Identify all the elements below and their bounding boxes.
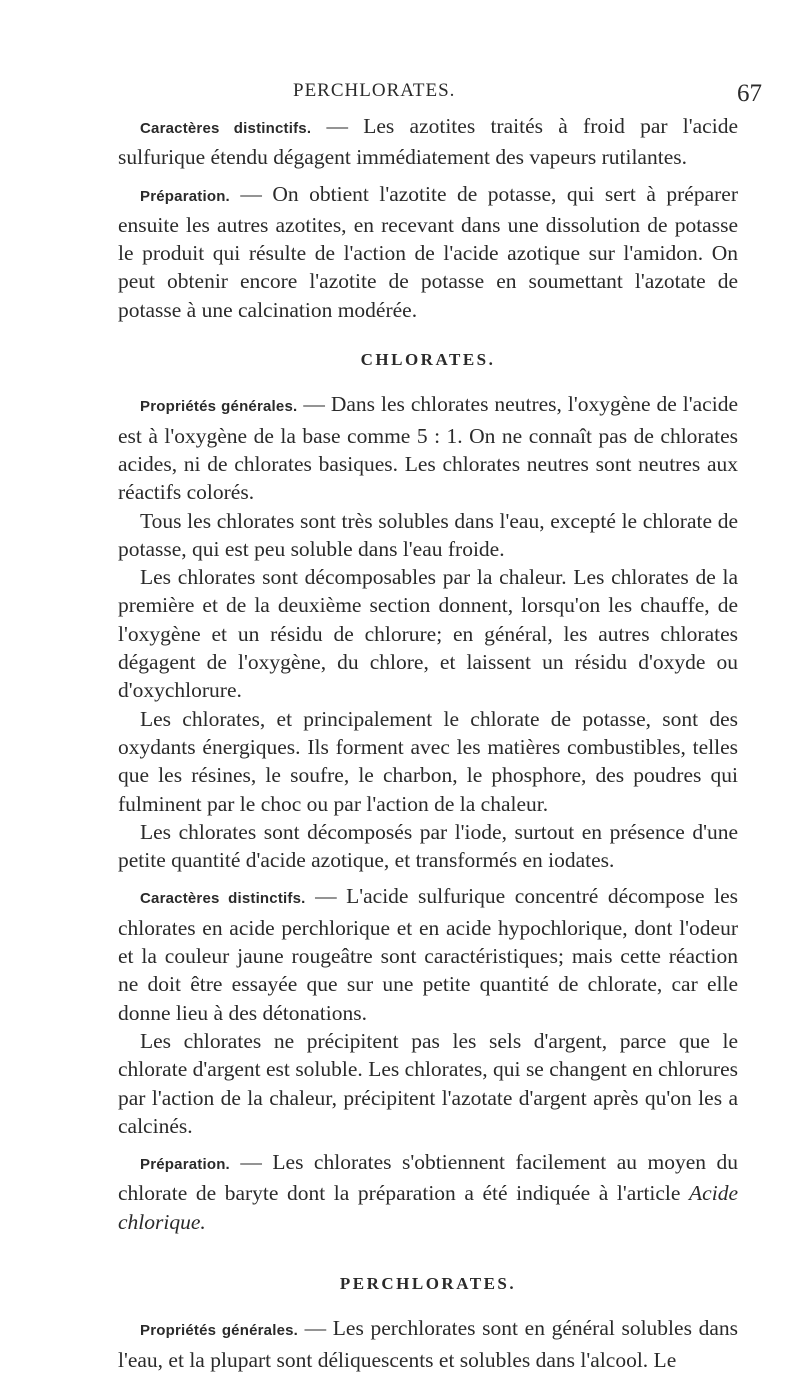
section-title-perchlorates: PERCHLORATES. bbox=[339, 1273, 517, 1293]
paragraph-perchlorate-properties bbox=[118, 1314, 738, 1374]
paragraph-chlorate-solubility: Tous les chlorates sont très solubles dans l'eau, excepté le chlorate de potasse, qui est peu soluble dans l'eau froide. bbox=[118, 508, 738, 561]
paragraph-chlorate-characteristics bbox=[118, 882, 738, 1026]
body-text bbox=[118, 112, 738, 1374]
run-in-heading: Propriétés générales. bbox=[140, 398, 298, 416]
paragraph-chlorate-oxidants: Les chlorates, et principalement le chlorate de potasse, sont des oxydants énergiques. Ils forment avec les matières combustibles, telles que les résines, le soufre, le charbon, le phosphore, des poudres qui fulminent par le choc ou par l'action de la chaleur. bbox=[118, 706, 738, 816]
run-in-heading: Préparation. bbox=[140, 1156, 230, 1174]
article-reference: Acide chlorique. bbox=[118, 1181, 738, 1234]
paragraph-nitrite-characteristics bbox=[118, 112, 738, 172]
run-in-heading: Propriétés générales. bbox=[140, 1322, 299, 1340]
run-in-heading: Caractères distinctifs. bbox=[140, 890, 306, 908]
paragraph-text: — Les perchlorates sont en général solubles dans l'eau, et la plupart sont déliquescents et solubles dans l'alcool. Le bbox=[118, 1316, 738, 1372]
paragraph-text: — Dans les chlorates neutres, l'oxygène de l'acide est à l'oxygène de la base comme 5 : 1. On ne connaît pas de chlorates acides, ni de chlorates basiques. Les chlorates neutres sont neutres aux réactifs colorés. bbox=[118, 392, 738, 505]
run-in-heading: Préparation. bbox=[140, 187, 230, 205]
paragraph-chlorate-preparation bbox=[118, 1148, 738, 1236]
paragraph-chlorate-silver: Les chlorates ne précipitent pas les sels d'argent, parce que le chlorate d'argent est soluble. Les chlorates, qui se changent en chlorures par l'action de la chaleur, précipitent l'azotate d'argent après qu'on les a calcinés. bbox=[118, 1028, 738, 1138]
running-head: PERCHLORATES. bbox=[293, 80, 456, 101]
paragraph-text: — Les azotites traités à froid par l'acide sulfurique étendu dégagent immédiatement des vapeurs rutilantes. bbox=[118, 114, 738, 170]
paragraph-text: — L'acide sulfurique concentré décompose les chlorates en acide perchlorique et en acide hypochlorique, dont l'odeur et la couleur jaune rougeâtre sont caractéristiques; mais cette réaction ne doit être essayée que sur une petite quantité de chlorate, car elle donne lieu à des détonations. bbox=[118, 884, 738, 1025]
paragraph-text: — On obtient l'azotite de potasse, qui sert à préparer ensuite les autres azotites, en recevant dans une dissolution de potasse le produit qui résulte de l'action de l'acide azotique sur l'amidon. On peut obtenir encore l'azotite de potasse en soumettant l'azotate de potasse à une calcination modérée. bbox=[118, 181, 738, 322]
paragraph-nitrite-preparation bbox=[118, 180, 738, 324]
page-number: 67 bbox=[737, 80, 762, 107]
section-title-chlorates: CHLORATES. bbox=[360, 350, 496, 370]
paragraph-chlorate-heat: Les chlorates sont décomposables par la chaleur. Les chlorates de la première et de la deuxième section donnent, lorsqu'on les chauffe, de l'oxygène et un résidu de chlorure; en général, les autres chlorates dégagent de l'oxygène, du chlore, et laissent un résidu d'oxyde ou d'oxychlorure. bbox=[118, 565, 738, 703]
paragraph-chlorate-properties bbox=[118, 390, 738, 506]
run-in-heading: Caractères distinctifs. bbox=[140, 120, 312, 137]
paragraph-chlorate-iodine: Les chlorates sont décomposés par l'iode, surtout en présence d'une petite quantité d'acide azotique, et transformés en iodates. bbox=[118, 819, 738, 873]
paragraph-text: — Les chlorates s'obtiennent facilement au moyen du chlorate de baryte dont la préparation a été indiquée à l'article bbox=[118, 1150, 738, 1206]
